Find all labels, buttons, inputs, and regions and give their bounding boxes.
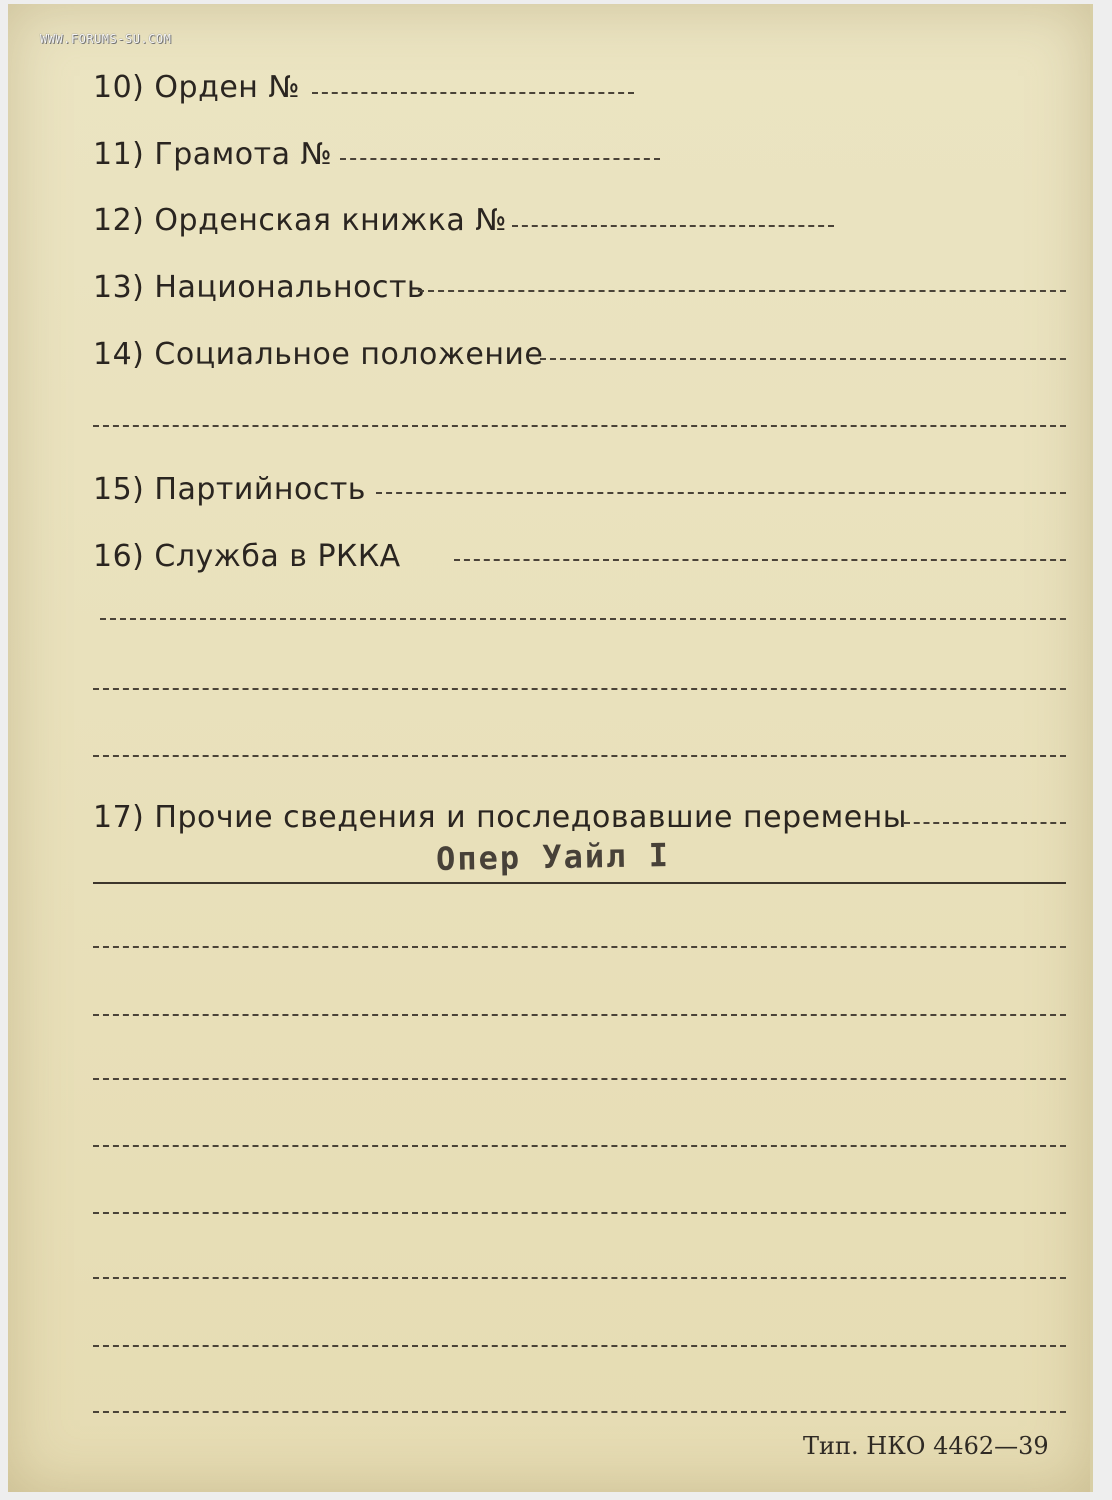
print-code: Тип. НКО 4462—39 <box>803 1432 1049 1460</box>
field-10-line <box>312 92 634 94</box>
field-17-line-8 <box>93 1277 1066 1279</box>
field-13-line <box>418 290 1066 292</box>
field-12-label: 12) Орденская книжка № <box>93 203 507 238</box>
field-16-line-2 <box>100 618 1066 620</box>
field-17-line <box>904 822 1066 824</box>
field-12-line <box>512 225 834 227</box>
field-17-line-5 <box>93 1078 1066 1080</box>
field-14-line <box>540 358 1066 360</box>
field-17-label: 17) Прочие сведения и последовавшие перемены <box>93 800 907 835</box>
field-11-label: 11) Грамота № <box>93 137 333 172</box>
field-16-line-4 <box>93 755 1066 757</box>
field-17-line-10 <box>93 1411 1066 1413</box>
watermark: WWW.FORUMS-SU.COM <box>40 32 172 46</box>
field-17-line-2 <box>93 882 1066 884</box>
field-17-line-6 <box>93 1145 1066 1147</box>
field-13-label: 13) Национальность <box>93 270 426 305</box>
field-16-line <box>454 559 1066 561</box>
field-14-line-2 <box>93 425 1066 427</box>
field-17-line-7 <box>93 1212 1066 1214</box>
field-15-label: 15) Партийность <box>93 472 366 507</box>
field-15-line <box>376 492 1066 494</box>
field-17-line-4 <box>93 1014 1066 1016</box>
field-10-label: 10) Орден № <box>93 70 301 105</box>
field-16-label: 16) Служба в РККА <box>93 539 401 574</box>
field-14-label: 14) Социальное положение <box>93 337 544 372</box>
field-11-line <box>340 158 660 160</box>
field-17-line-3 <box>93 946 1066 948</box>
field-17-line-9 <box>93 1345 1066 1347</box>
field-16-line-3 <box>93 688 1066 690</box>
stamp-text: Опер Уайл I <box>435 835 671 879</box>
